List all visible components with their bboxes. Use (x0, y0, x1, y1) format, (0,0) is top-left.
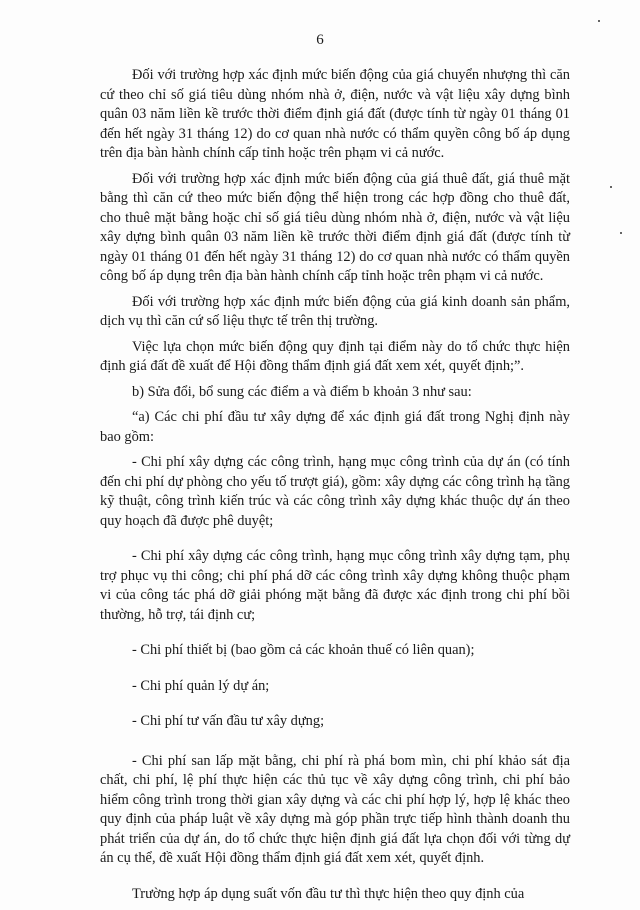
scan-speck (620, 232, 622, 234)
paragraph: Việc lựa chọn mức biến động quy định tại điểm này do tổ chức thực hiện định giá đất đề xuất để Hội đồng thẩm định giá đất xem xét, quyết định;”. (100, 338, 570, 374)
paragraph: “a) Các chi phí đầu tư xây dựng để xác định giá đất trong Nghị định này bao gồm: (100, 409, 570, 445)
scan-speck (610, 186, 612, 188)
paragraph: - Chi phí tư vấn đầu tư xây dựng; (132, 713, 325, 729)
paragraph: Đối với trường hợp xác định mức biến động của giá chuyển nhượng thì căn cứ theo chỉ số giá tiêu dùng nhóm nhà ở, điện, nước và vật liệu xây dựng bình quân 03 năm liền kề trước thời điểm định giá đất (được tính từ ngày 01 tháng 01 đến hết ngày 31 tháng 12) do cơ quan nhà nước có thẩm quyền công bố áp dụng trên địa bàn hành chính cấp tỉnh hoặc trên phạm vi cả nước. (100, 67, 570, 161)
paragraph: - Chi phí quản lý dự án; (132, 677, 270, 694)
paragraph: Đối với trường hợp xác định mức biến động của giá thuê đất, giá thuê mặt bằng thì căn cứ theo mức biến động thể hiện trong các hợp đồng cho thuê đất, cho thuê mặt bằng hoặc chỉ số giá tiêu dùng nhóm nhà ở, điện, nước và vật liệu xây dựng bình quân 03 năm liền kề trước thời điểm định giá đất (được tính từ ngày 01 tháng 01 đến hết ngày 31 tháng 12) do cơ quan nhà nước có thẩm quyền công bố áp dụng trên địa bàn hành chính cấp tỉnh hoặc trên phạm vi cả nước. (100, 170, 570, 284)
paragraph: Đối với trường hợp xác định mức biến động của giá kinh doanh sản phẩm, dịch vụ thì căn cứ số liệu thực tế trên thị trường. (100, 293, 570, 329)
paragraph: Trường hợp áp dụng suất vốn đầu tư thì thực hiện theo quy định của (132, 885, 525, 902)
scan-speck (598, 20, 600, 22)
paragraph: - Chi phí xây dựng các công trình, hạng mục công trình xây dựng tạm, phụ trợ phục vụ thi công; chi phí phá dỡ các công trình xây dựng không thuộc phạm vi của công tác phá dỡ giải phóng mặt bằng đã được xác định trong chi phí bồi thường, hỗ trợ, tái định cư; (100, 548, 570, 623)
paragraph: - Chi phí thiết bị (bao gồm cả các khoản thuế có liên quan); (132, 642, 475, 658)
paragraph: b) Sửa đổi, bổ sung các điểm a và điểm b khoản 3 như sau: (132, 383, 472, 400)
paragraph: - Chi phí san lấp mặt bằng, chi phí rà phá bom mìn, chi phí khảo sát địa chất, chi phí, lệ phí thực hiện các thủ tục về xây dựng công trình, chi phí bảo hiểm công trình trong thời gian xây dựng và các chi phí hợp lý, hợp lệ khác theo quy định của pháp luật về xây dựng mà góp phần trực tiếp hình thành doanh thu phát triển của dự án, do tổ chức thực hiện định giá đất lựa chọn đối với từng dự án cụ thể, đề xuất Hội đồng thẩm định giá đất xem xét, quyết định. (100, 752, 570, 866)
document-body (100, 66, 570, 910)
paragraph: - Chi phí xây dựng các công trình, hạng mục công trình của dự án (có tính đến chi phí dự phòng cho yếu tố trượt giá), gồm: xây dựng các công trình hạ tầng kỹ thuật, công trình kiến trúc và các công trình xây dựng khác thuộc dự án theo quy hoạch đã được phê duyệt; (100, 454, 570, 529)
page-number: 6 (316, 32, 324, 48)
